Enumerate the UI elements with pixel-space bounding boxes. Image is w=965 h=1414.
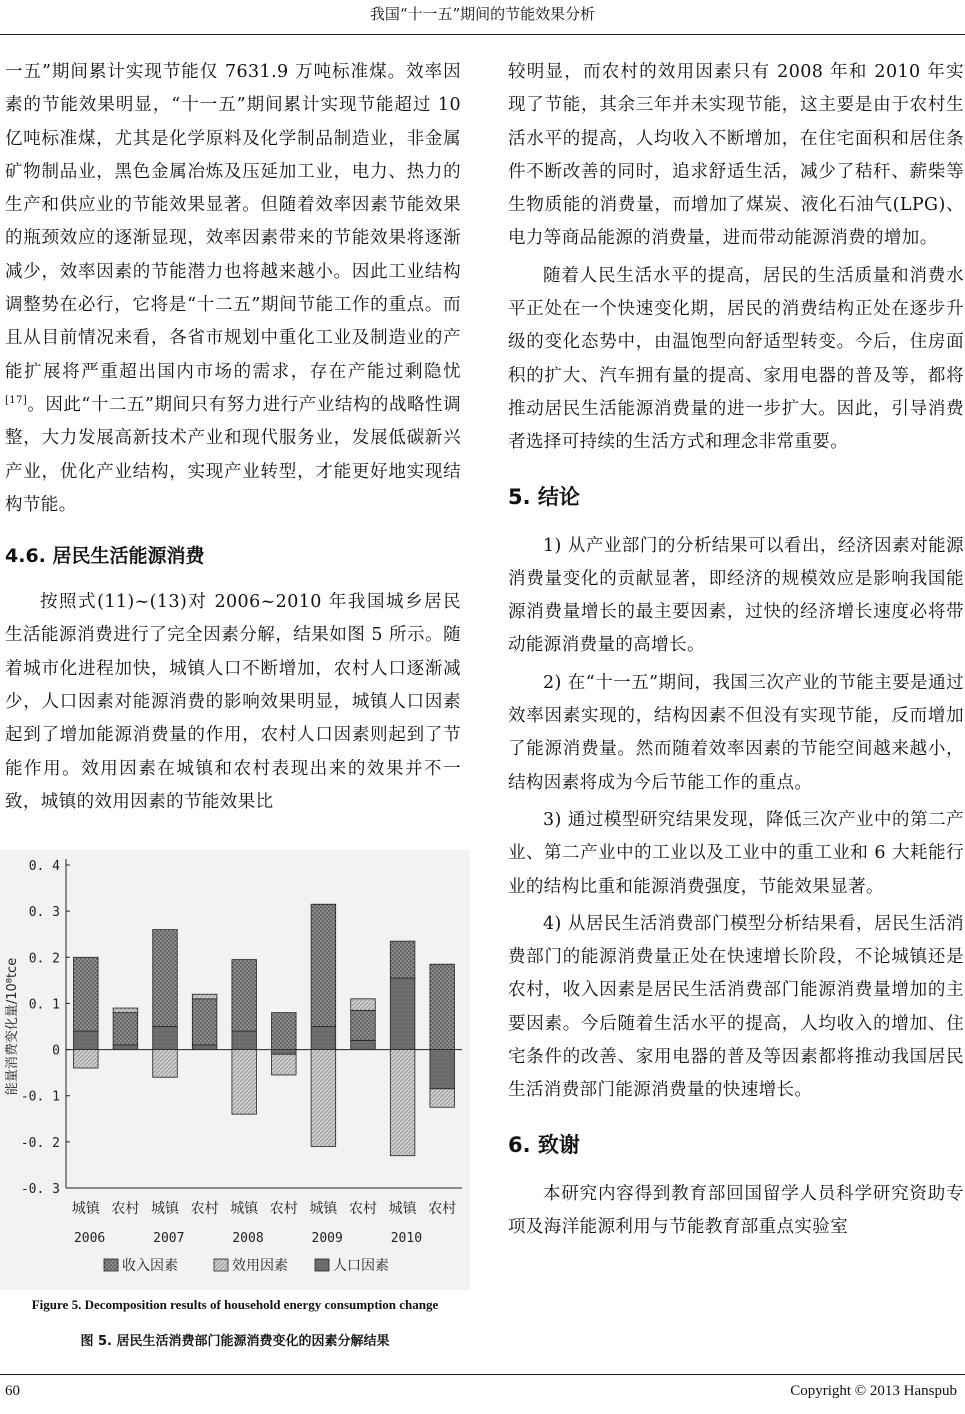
bar-solid-5	[272, 1050, 297, 1055]
conclusion-2: 2) 在“十一五”期间，我国三次产业的节能主要是通过效率因素实现的，结构因素不但没有实现节能，反而增加了能源消费量。然而随着效率因素的节能空间越来越小，结构因素将成为今后节能工作的重点。	[508, 672, 964, 793]
bar-dots-4	[232, 960, 257, 1032]
y-tick-label: 0. 1	[28, 997, 60, 1013]
copyright-notice: Copyright © 2013 Hanspub	[790, 1383, 957, 1399]
year-label: 2007	[153, 1231, 185, 1246]
x-tick-label: 农村	[190, 1201, 219, 1217]
legend-swatch-dots	[104, 1259, 118, 1271]
conclusion-3: 3) 通过模型研究结果发现，降低三次产业中的第二产业、第二产业中的工业以及工业中的重工业和 6 大耗能行业的结构比重和能源消费强度，节能效果显著。	[508, 809, 964, 897]
year-label: 2009	[311, 1231, 343, 1246]
bar-hatch-3	[192, 994, 217, 999]
y-tick-label: 0	[52, 1043, 60, 1059]
y-axis-title: 能量消费变化量/10⁸tce	[5, 957, 20, 1096]
legend-label: 收入因素	[122, 1258, 178, 1274]
y-tick-label: 0. 4	[28, 859, 60, 874]
bar-solid-1	[113, 1045, 138, 1050]
left-column	[5, 56, 461, 819]
decomposition-bar-chart	[0, 850, 470, 1290]
bar-hatch-9	[430, 1089, 455, 1107]
bar-hatch-0	[74, 1050, 99, 1068]
running-header-title: 我国“十一五”期间的节能效果分析	[369, 5, 596, 23]
x-tick-label: 城镇	[230, 1201, 259, 1217]
legend-swatch-hatch	[214, 1259, 228, 1271]
figure-5	[0, 850, 470, 1290]
x-tick-label: 农村	[269, 1201, 298, 1217]
x-tick-label: 城镇	[151, 1201, 179, 1217]
bar-solid-8	[390, 978, 415, 1050]
y-tick-label: 0. 2	[28, 951, 60, 967]
x-tick-label: 城镇	[309, 1201, 338, 1217]
section-heading-5: 5. 结论	[508, 484, 580, 509]
legend-swatch-solid	[315, 1259, 329, 1271]
right-paragraph-2: 随着人民生活水平的提高，居民的生活质量和消费水平正处在一个快速变化期，居民的消费结构正处在逐步升级的变化态势中，由温饱型向舒适型转变。今后，住房面积的扩大、汽车拥有量的提高、家用电器的普及等，都将推动居民生活能源消费量的进一步扩大。因此，引导消费者选择可持续的生活方式和理念非常重要。	[508, 265, 964, 453]
year-label: 2010	[390, 1231, 423, 1246]
acknowledgement-text: 本研究内容得到教育部回国留学人员科学研究资助专项及海洋能源利用与节能教育部重点实验室	[508, 1183, 964, 1237]
x-tick-label: 农村	[111, 1201, 140, 1217]
y-tick-label: -0. 3	[20, 1182, 60, 1197]
page-number: 60	[5, 1383, 20, 1399]
right-paragraph-1: 较明显，而农村的效用因素只有 2008 年和 2010 年实现了节能，其余三年并未实现节能，这主要是由于农村生活水平的提高，人均收入不断增加，在住宅面积和居住条件不断改善的同时，追求舒适生活，减少了秸秆、薪柴等生物质能的消费量，而增加了煤炭、液化石油气(LPG)、电力等商品能源的消费量，进而带动能源消费的增加。	[508, 62, 964, 249]
y-tick-label: -0. 2	[20, 1135, 60, 1151]
bar-dots-7	[351, 1010, 376, 1040]
x-tick-label: 农村	[349, 1201, 377, 1217]
section-heading-6: 6. 致谢	[508, 1132, 580, 1157]
bar-hatch-4	[232, 1050, 257, 1115]
year-label: 2008	[232, 1231, 264, 1246]
bar-dots-3	[192, 999, 217, 1045]
left-paragraph-1	[5, 56, 461, 522]
bar-dots-0	[74, 957, 99, 1031]
x-tick-label: 城镇	[388, 1201, 417, 1217]
legend-label: 人口因素	[333, 1258, 389, 1274]
bar-solid-2	[153, 1027, 178, 1050]
bar-hatch-1	[113, 1008, 138, 1013]
bar-solid-7	[351, 1040, 376, 1049]
bar-solid-4	[232, 1031, 257, 1049]
figure-caption-en: Figure 5. Decomposition results of household energy consumption change	[31, 1297, 439, 1312]
left-paragraph-1-text: 一五”期间累计实现节能仅 7631.9 万吨标准煤。效率因素的节能效果明显，“十一五”期间累计实现节能超过 10 亿吨标准煤，尤其是化学原料及化学制品制造业，非金属矿物制品业，黑色金属冶炼及压延加工业，电力、热力的生产和供应业的节能效果显著。但随着效率因素节能效果的瓶颈效应的逐渐显现，效率因素带来的节能效果将逐渐减少，效率因素的节能潜力也将越来越小。因此工业结构调整势在必行，它将是“十二五”期间节能工作的重点。而且从目前情况来看，各省市规划中重化工业及制造业的产能扩展将严重超出国内市场的需求，存在产能过剩隐忧	[5, 62, 461, 382]
bar-dots-6	[311, 904, 336, 1026]
bar-hatch-7	[351, 999, 376, 1011]
x-tick-label: 城镇	[71, 1201, 100, 1217]
bar-dots-9	[430, 964, 455, 1049]
section-heading-4-6: 4.6. 居民生活能源消费	[5, 545, 205, 568]
bar-hatch-6	[311, 1050, 336, 1147]
left-paragraph-2: 按照式(11)~(13)对 2006~2010 年我国城乡居民生活能源消费进行了完全因素分解，结果如图 5 所示。随着城市化进程加快，城镇人口不断增加，农村人口逐渐减少，人口因素对能源消费的影响效果明显，城镇人口因素起到了增加能源消费量的作用，农村人口因素则起到了节能作用。效用因素在城镇和农村表现出来的效果并不一致，城镇的效用因素的节能效果比	[5, 592, 461, 812]
bar-dots-2	[153, 930, 178, 1027]
year-label: 2006	[73, 1231, 106, 1246]
conclusion-1: 1) 从产业部门的分析结果可以看出，经济因素对能源消费量变化的贡献显著，即经济的规模效应是影响我国能源消费量增长的最主要因素，过快的经济增长速度必将带动能源消费量的高增长。	[508, 535, 964, 656]
y-tick-label: 0. 3	[28, 905, 60, 921]
y-tick-label: -0. 1	[20, 1089, 60, 1105]
right-column	[508, 56, 964, 1244]
running-header	[0, 0, 965, 35]
figure-caption-cn: 图 5. 居民生活消费部门能源消费变化的因素分解结果	[80, 1334, 390, 1349]
footer-rule	[0, 1374, 965, 1375]
bar-solid-0	[74, 1031, 99, 1049]
x-tick-label: 农村	[428, 1201, 457, 1217]
bar-solid-6	[311, 1027, 336, 1050]
bar-solid-3	[192, 1045, 217, 1050]
citation-17[interactable]: [17]	[5, 395, 28, 407]
bar-solid-9	[430, 1050, 455, 1089]
bar-hatch-2	[153, 1050, 178, 1078]
bar-hatch-5	[272, 1054, 297, 1075]
bar-dots-5	[272, 1013, 297, 1050]
bar-hatch-8	[390, 1050, 415, 1156]
bar-dots-8	[390, 941, 415, 978]
bar-dots-1	[113, 1013, 138, 1045]
legend-label: 效用因素	[232, 1258, 288, 1274]
left-paragraph-1-tail: 。因此“十二五”期间只有努力进行产业结构的战略性调整，大力发展高新技术产业和现代服务业，发展低碳新兴产业，优化产业结构，实现产业转型，才能更好地实现结构节能。	[5, 394, 461, 515]
conclusion-4: 4) 从居民生活消费部门模型分析结果看，居民生活消费部门的能源消费量正处在快速增长阶段，不论城镇还是农村，收入因素是居民生活消费部门能源消费量增加的主要因素。今后随着生活水平的提高，人均收入的增加、住宅条件的改善、家用电器的普及等因素都将推动我国居民生活消费部门能源消费量的快速增长。	[508, 913, 964, 1101]
